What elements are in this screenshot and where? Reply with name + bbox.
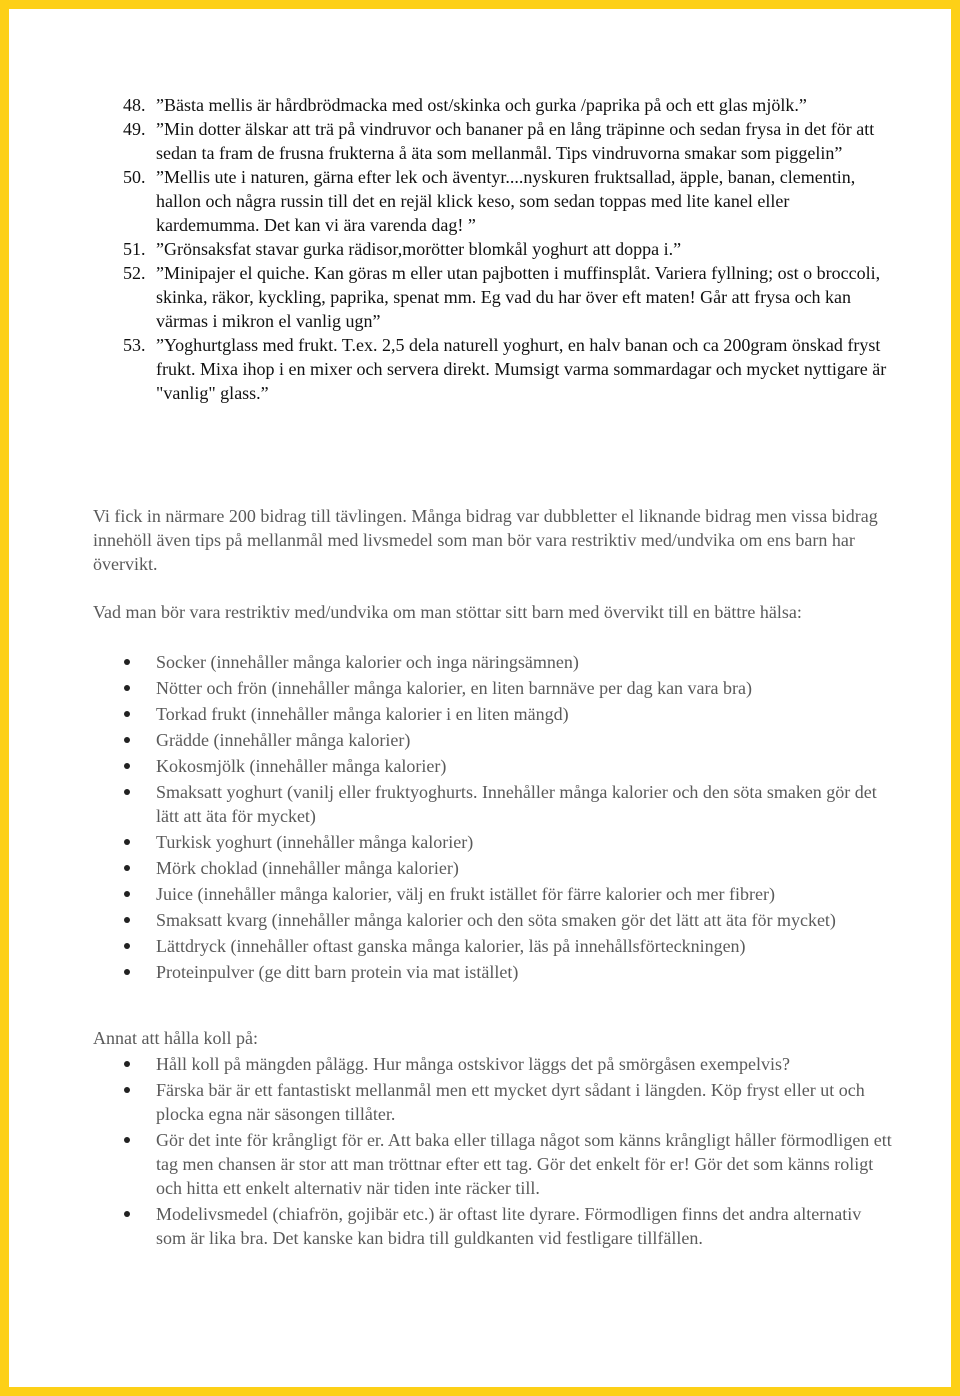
list-item: Gör det inte för krångligt för er. Att baka eller tillaga något som känns krångligt håller förmodligen ett tag men chansen är stor att man tröttnar efter ett tag. Gör det enkelt för er! Gör det som känns roligt och hitta ett enkelt alternativ när tiden inte räcker till. <box>93 1128 893 1200</box>
bullet-icon <box>93 676 156 700</box>
bullet-icon <box>93 1052 156 1076</box>
restrict-list <box>93 650 893 986</box>
list-item: Lättdryck (innehåller oftast ganska många kalorier, läs på innehållsförteckningen) <box>93 934 893 958</box>
bullet-icon <box>93 1128 156 1200</box>
tip-number: 52. <box>123 263 146 283</box>
list-item: Nötter och frön (innehåller många kalorier, en liten barnnäve per dag kan vara bra) <box>93 676 893 700</box>
list-item: Grädde (innehåller många kalorier) <box>93 728 893 752</box>
tip-item <box>123 333 893 405</box>
tip-item <box>123 93 893 117</box>
bullet-icon <box>93 830 156 854</box>
list-item: Turkisk yoghurt (innehåller många kalorier) <box>93 830 893 854</box>
bullet-icon <box>93 754 156 778</box>
list-item: Torkad frukt (innehåller många kalorier i en liten mängd) <box>93 702 893 726</box>
list-item: Mörk choklad (innehåller många kalorier) <box>93 856 893 880</box>
bullet-icon <box>93 934 156 958</box>
bullet-icon <box>93 960 156 984</box>
list-item: Smaksatt kvarg (innehåller många kalorier och den söta smaken gör det lätt att äta för mycket) <box>93 908 893 932</box>
list-item: Juice (innehåller många kalorier, välj en frukt istället för färre kalorier och mer fibrer) <box>93 882 893 906</box>
list-item: Proteinpulver (ge ditt barn protein via mat istället) <box>93 960 893 984</box>
other-list <box>93 1052 893 1252</box>
bullet-icon <box>93 908 156 932</box>
tip-number: 53. <box>123 335 146 355</box>
tip-number: 49. <box>123 119 146 139</box>
tip-text: ”Bästa mellis är hårdbrödmacka med ost/skinka och gurka /paprika på och ett glas mjölk.” <box>156 95 807 115</box>
tip-item <box>123 237 893 261</box>
list-item: Kokosmjölk (innehåller många kalorier) <box>93 754 893 778</box>
list-item: Färska bär är ett fantastiskt mellanmål men ett mycket dyrt sådant i längden. Köp fryst eller ut och plocka egna när säsongen tillåter. <box>93 1078 893 1126</box>
bullet-icon <box>93 882 156 906</box>
bullet-icon <box>93 728 156 752</box>
tip-item <box>123 261 893 333</box>
bullet-icon <box>93 702 156 726</box>
contest-tips-list <box>123 93 893 405</box>
tip-item <box>123 165 893 237</box>
tip-number: 51. <box>123 239 146 259</box>
tip-number: 48. <box>123 95 146 115</box>
intro-paragraph: Vi fick in närmare 200 bidrag till tävlingen. Många bidrag var dubbletter el liknande bidrag men vissa bidrag innehöll även tips på mellanmål med livsmedel som man bör vara restriktiv med/undvika om ens barn har övervikt. <box>93 506 878 574</box>
bullet-icon <box>93 856 156 880</box>
tip-text: ”Mellis ute i naturen, gärna efter lek och äventyr....nyskuren fruktsallad, äpple, banan, clementin, hallon och några russin till det en rejäl klick keso, som sedan toppas med lite kanel eller kardemumma. Det kan vi ära varenda dag! ” <box>156 167 856 235</box>
bullet-icon <box>93 1078 156 1126</box>
other-heading: Annat att hålla koll på: <box>93 1028 258 1048</box>
list-item: Håll koll på mängden pålägg. Hur många ostskivor läggs det på smörgåsen exempelvis? <box>93 1052 893 1076</box>
bullet-icon <box>93 1202 156 1250</box>
tip-text: ”Minipajer el quiche. Kan göras m eller utan pajbotten i muffinsplåt. Variera fyllning; ost o broccoli, skinka, räkor, kyckling, paprika, spenat mm. Eg vad du har över eft maten! Går att frysa och kan värmas i mikron el vanlig ugn” <box>156 263 881 331</box>
tip-text: ”Min dotter älskar att trä på vindruvor och bananer på en lång träpinne och sedan frysa in det för att sedan ta fram de frusna frukterna å äta som mellanmål. Tips vindruvorna smakar som piggelin” <box>156 119 875 163</box>
tip-text: ”Grönsaksfat stavar gurka rädisor,morötter blomkål yoghurt att doppa i.” <box>156 239 682 259</box>
restrict-heading: Vad man bör vara restriktiv med/undvika om man stöttar sitt barn med övervikt till en bättre hälsa: <box>93 602 802 622</box>
tip-number: 50. <box>123 167 146 187</box>
bullet-icon <box>93 780 156 828</box>
list-item: Modelivsmedel (chiafrön, gojibär etc.) är oftast lite dyrare. Förmodligen finns det andra alternativ som är lika bra. Det kanske kan bidra till guldkanten vid festligare tillfällen. <box>93 1202 893 1250</box>
tip-text: ”Yoghurtglass med frukt. T.ex. 2,5 dela naturell yoghurt, en halv banan och ca 200gram önskad fryst frukt. Mixa ihop i en mixer och servera direkt. Mumsigt varma sommardagar och mycket nyttigare är "vanlig" glass.” <box>156 335 887 403</box>
bullet-icon <box>93 650 156 674</box>
tip-item <box>123 117 893 165</box>
list-item: Smaksatt yoghurt (vanilj eller fruktyoghurts. Innehåller många kalorier och den söta smaken gör det lätt att äta för mycket) <box>93 780 893 828</box>
list-item: Socker (innehåller många kalorier och inga näringsämnen) <box>93 650 893 674</box>
